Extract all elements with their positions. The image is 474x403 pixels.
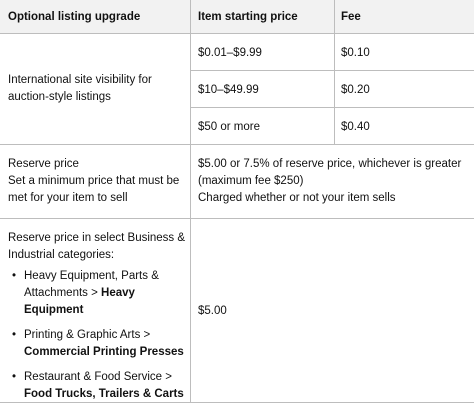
category-name: Food Trucks, Trailers & Carts: [24, 388, 184, 400]
list-item: [8, 369, 186, 403]
category-path: Printing & Graphic Arts >: [24, 329, 151, 341]
reserve-price-title: Reserve price: [8, 158, 79, 170]
category-name: Commercial Printing Presses: [24, 346, 184, 358]
tier-price: $10–$49.99: [198, 84, 259, 96]
header-fee: Fee: [341, 11, 361, 23]
row-divider: [190, 107, 474, 108]
row-divider: [0, 218, 474, 219]
intl-visibility-label: International site visibility for auction-style listings: [8, 74, 152, 103]
reserve-select-cell: [8, 230, 186, 403]
reserve-select-fee: $5.00: [198, 305, 227, 317]
column-divider: [190, 0, 191, 403]
category-name: Heavy Equipment: [24, 287, 135, 316]
list-item: [8, 268, 186, 319]
reserve-price-fee-line: Charged whether or not your item sells: [198, 192, 396, 204]
tier-price: $0.01–$9.99: [198, 47, 262, 59]
header-optional-listing-upgrade: Optional listing upgrade: [8, 11, 141, 23]
row-divider: [190, 70, 474, 71]
reserve-price-fee-line: $5.00 or 7.5% of reserve price, whichever is greater: [198, 158, 462, 170]
list-item: [8, 327, 186, 361]
tier-fee: $0.10: [341, 47, 370, 59]
header-item-starting-price: Item starting price: [198, 11, 298, 23]
tier-fee: $0.20: [341, 84, 370, 96]
tier-price: $50 or more: [198, 121, 261, 133]
reserve-price-cell: [8, 156, 184, 207]
row-divider: [0, 144, 474, 145]
category-path: Heavy Equipment, Parts & Attachments >: [24, 270, 159, 299]
reserve-price-desc: Set a minimum price that must be met for your item to sell: [8, 175, 180, 204]
category-path: Restaurant & Food Service >: [24, 371, 172, 383]
column-divider: [334, 0, 335, 144]
tier-fee: $0.40: [341, 121, 370, 133]
category-list: [8, 268, 186, 403]
reserve-price-fee-line: (maximum fee $250): [198, 175, 304, 187]
reserve-price-fee-cell: [198, 156, 472, 207]
reserve-select-intro: Reserve price in select Business & Industrial categories:: [8, 232, 186, 261]
